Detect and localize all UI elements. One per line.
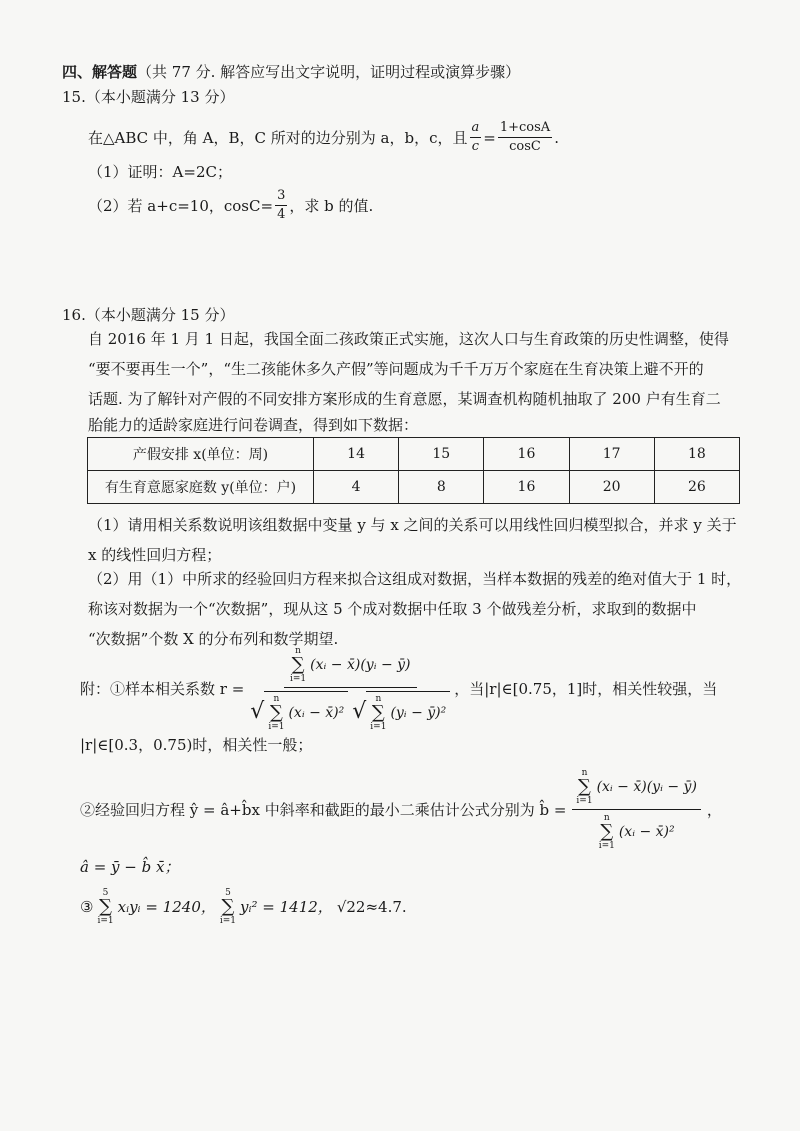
note2-fraction bbox=[572, 768, 701, 851]
note3-sqrt: √22 bbox=[336, 898, 366, 916]
note1-prefix: 附：①样本相关系数 r = bbox=[80, 680, 245, 698]
note1-fraction bbox=[250, 646, 450, 732]
summation-icon: n ∑ i=1 bbox=[370, 694, 387, 732]
q16-part2-line: 称该对数据为一个“次数据”，现从这 5 个成对数据中任取 3 个做残差分析，求取到的数据中 bbox=[88, 600, 697, 618]
q16-part2-line: （2）用（1）中所求的经验回归方程来拟合这组成对数据，当样本数据的残差的绝对值大于 1 时， bbox=[88, 570, 742, 588]
q15-frac-left-num: a bbox=[470, 120, 482, 138]
q15-stem-text: 在△ABC 中，角 A，B，C 所对的边分别为 a，b，c，且 bbox=[88, 128, 468, 147]
summation-icon: 5 ∑ i=1 bbox=[219, 888, 237, 926]
note2-line2: â = ȳ − b̂ x̄； bbox=[80, 858, 180, 876]
q15-frac-left-den: c bbox=[471, 139, 480, 154]
q16-stem-line: 胎能力的适龄家庭进行问卷调查，得到如下数据： bbox=[88, 416, 419, 434]
table-cell: 18 bbox=[654, 438, 739, 471]
q16-header: 16.（本小题满分 15 分） bbox=[62, 306, 235, 324]
q16-part1-line: （1）请用相关系数说明该组数据中变量 y 与 x 之间的关系可以用线性回归模型拟合，并求 y 关于 bbox=[88, 516, 737, 534]
summation-icon: n ∑ i=1 bbox=[290, 646, 307, 684]
note2-denominator: n ∑ i=1 (xᵢ − x̄)² bbox=[598, 813, 675, 851]
q16-stem-line: 话题. 为了解针对产假的不同安排方案形成的生育意愿，某调查机构随机抽取了 200 户有生育二 bbox=[88, 390, 721, 408]
table-row bbox=[88, 471, 740, 504]
table-cell: 16 bbox=[484, 471, 569, 504]
note2-suffix: ， bbox=[706, 800, 722, 819]
q15-frac-right-num: 1+cosA bbox=[498, 120, 552, 138]
table-cell: 17 bbox=[569, 438, 654, 471]
table-row bbox=[88, 438, 740, 471]
note3-term3: ≈4.7. bbox=[365, 898, 407, 916]
note2-prefix: ②经验回归方程 ŷ = â+b̂x 中斜率和截距的最小二乘估计公式分别为 b̂ = bbox=[80, 800, 567, 819]
q16-stem bbox=[88, 324, 750, 440]
q15-part2-frac-num: 3 bbox=[275, 188, 287, 206]
q15-part2-frac-den: 4 bbox=[277, 207, 286, 222]
table-cell: 20 bbox=[569, 471, 654, 504]
q16-part2 bbox=[88, 564, 750, 654]
summation-icon: n ∑ i=1 bbox=[576, 768, 593, 806]
note2-formula bbox=[80, 768, 722, 851]
table-cell: 8 bbox=[399, 471, 484, 504]
q15-frac-left bbox=[470, 120, 482, 155]
summation-icon: 5 ∑ i=1 bbox=[97, 888, 114, 926]
q15-part1: （1）证明：A=2C； bbox=[88, 163, 232, 181]
q15-part2-frac bbox=[275, 188, 287, 223]
table-cell: 15 bbox=[399, 438, 484, 471]
note2-numerator: n ∑ i=1 (xᵢ − x̄)(yᵢ − ȳ) bbox=[572, 768, 701, 810]
section-title: 四、解答题 bbox=[62, 63, 138, 81]
note1-suffix: ，当|r|∈[0.75，1]时，相关性较强，当 bbox=[454, 680, 718, 698]
q15-stem: 在△ABC 中，角 A，B，C 所对的边分别为 a，b，c，且 $\frac{a}{c}$ = $\frac{1+\cos A}{\cos C}$ . bbox=[88, 120, 559, 154]
note3-prefix: ③ bbox=[80, 898, 94, 916]
summation-icon: n ∑ i=1 bbox=[268, 694, 285, 732]
note1-denominator: √ n ∑ i=1 (xᵢ − x̄)² √ n ∑ i=1 (yᵢ − ȳ)² bbox=[250, 688, 450, 732]
section-header bbox=[62, 63, 520, 81]
note1-numerator: n ∑ i=1 (xᵢ − x̄)(yᵢ − ȳ) bbox=[284, 646, 417, 688]
note1-formula bbox=[80, 646, 717, 732]
q15-part2-suffix: ，求 b 的值. bbox=[289, 196, 374, 215]
note3-term2: yᵢ² = 1412， bbox=[240, 898, 333, 916]
summation-icon: n ∑ i=1 bbox=[598, 813, 615, 851]
table-row-label: 有生育意愿家庭数 y(单位：户) bbox=[88, 471, 314, 504]
section-subtitle: （共 77 分. 解答应写出文字说明，证明过程或演算步骤） bbox=[137, 63, 521, 81]
q15-part2 bbox=[88, 188, 373, 223]
q15-frac-right bbox=[498, 120, 552, 155]
q16-part1 bbox=[88, 510, 750, 570]
q15-frac-right-den: cosC bbox=[509, 139, 541, 154]
sqrt-icon: √ bbox=[250, 698, 265, 724]
table-cell: 26 bbox=[654, 471, 739, 504]
sqrt-icon: √ bbox=[352, 698, 367, 724]
note3-formula bbox=[80, 888, 407, 926]
table-cell: 4 bbox=[314, 471, 399, 504]
q16-part1-line: x 的线性回归方程； bbox=[88, 546, 222, 564]
q16-stem-line: “要不要再生一个”，“生二孩能休多久产假”等问题成为千千万万个家庭在生育决策上避不开的 bbox=[88, 360, 704, 378]
table-row-label: 产假安排 x(单位：周) bbox=[88, 438, 314, 471]
q15-part2-text: （2）若 a+c=10，cosC= bbox=[88, 196, 274, 215]
q16-part2-line: “次数据”个数 X 的分布列和数学期望. bbox=[88, 630, 339, 648]
q15-header: 15.（本小题满分 13 分） bbox=[62, 88, 235, 106]
q16-stem-line: 自 2016 年 1 月 1 日起，我国全面二孩政策正式实施，这次人口与生育政策的历史性调整，使得 bbox=[88, 330, 729, 348]
table-cell: 16 bbox=[484, 438, 569, 471]
survey-data-table bbox=[87, 437, 740, 504]
note1-line2: |r|∈[0.3，0.75)时，相关性一般； bbox=[80, 736, 313, 754]
note3-term1: xᵢyᵢ = 1240， bbox=[117, 898, 216, 916]
table-cell: 14 bbox=[314, 438, 399, 471]
